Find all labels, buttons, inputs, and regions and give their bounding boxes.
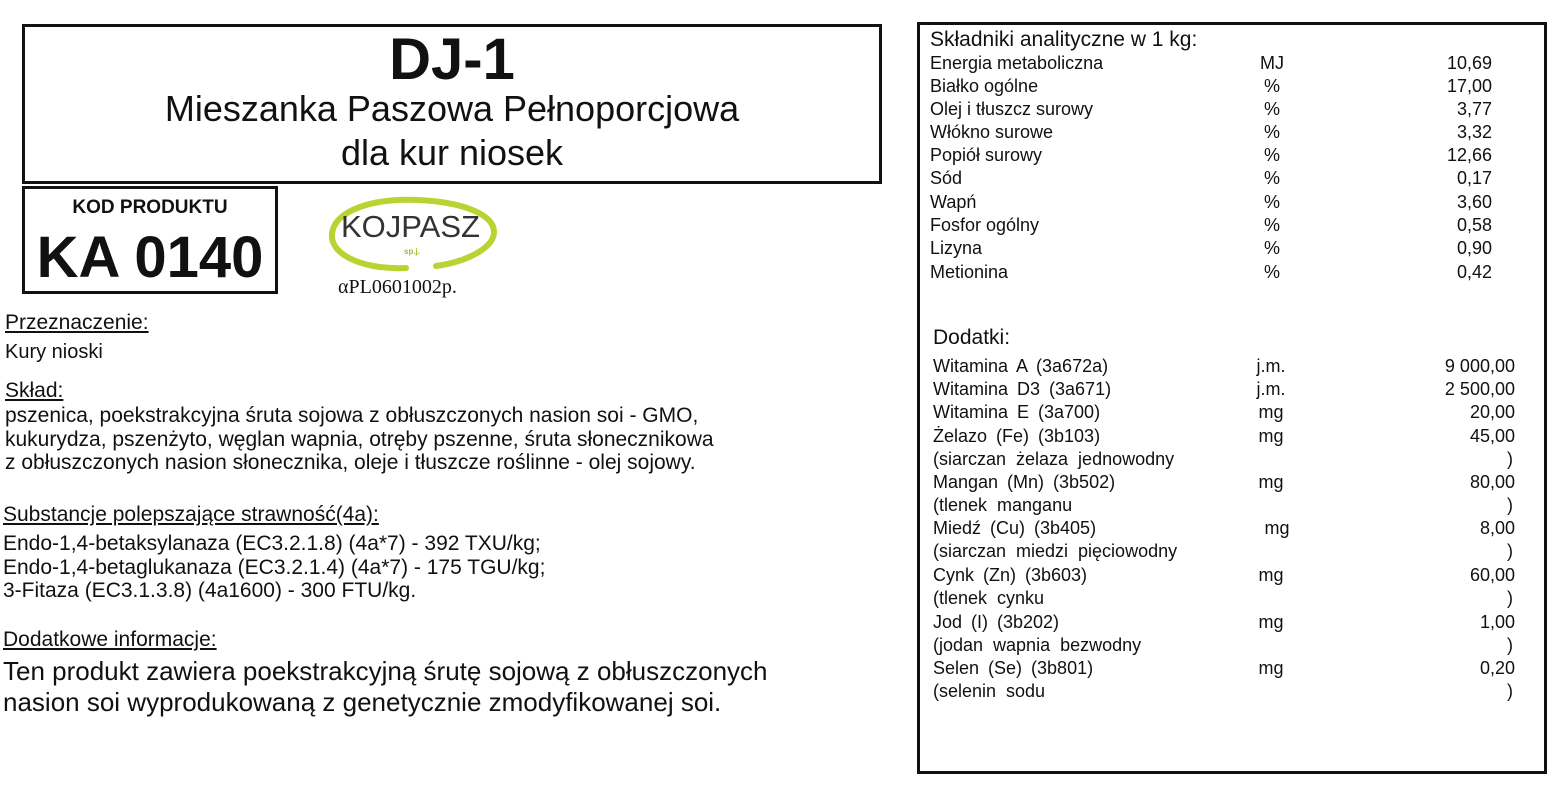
additive-name: Żelazo (Fe) (3b103): [933, 426, 1101, 446]
product-target-line: dla kur niosek: [340, 132, 564, 173]
additive-row: [933, 426, 1515, 469]
analytical-name: Białko ogólne: [930, 76, 1039, 96]
additive-row: [933, 472, 1515, 515]
additive-value: 0,20: [1479, 658, 1515, 678]
analytical-name: Sód: [930, 168, 963, 188]
analytical-row: [930, 99, 1500, 122]
logo-text: KOJPASZ: [341, 209, 480, 244]
additive-form-close: ): [1507, 449, 1513, 469]
substance-line: Endo-1,4-betaglukanaza (EC3.2.1.4) (4a*7) - 175 TGU/kg;: [3, 555, 546, 579]
substance-line: 3-Fitaza (EC3.1.3.8) (4a1600) - 300 FTU/kg.: [3, 579, 417, 602]
analytical-unit: %: [1263, 192, 1280, 212]
analytical-row: [930, 262, 1500, 285]
composition-line: pszenica, poekstrakcyjna śruta sojowa z obłuszczonych nasion soi - GMO,: [5, 404, 699, 427]
additive-value: 2 500,00: [1444, 379, 1515, 399]
analytical-name: Olej i tłuszcz surowy: [930, 99, 1094, 119]
additive-form: (tlenek manganu: [933, 495, 1073, 515]
additive-row: [933, 612, 1515, 655]
analytical-unit: MJ: [1260, 53, 1284, 73]
destination-text: Kury nioski: [5, 341, 103, 363]
additive-unit: mg: [1258, 472, 1284, 492]
additive-form: (jodan wapnia bezwodny: [933, 635, 1142, 655]
additive-value: 80,00: [1469, 472, 1515, 492]
additive-row: [933, 658, 1515, 701]
additive-value: 20,00: [1469, 402, 1515, 422]
additive-form-close: ): [1507, 635, 1513, 655]
analytical-row: [930, 145, 1500, 168]
analytical-value: 12,66: [1446, 145, 1492, 165]
substance-line: Endo-1,4-betaksylanaza (EC3.2.1.8) (4a*7) - 392 TXU/kg;: [3, 532, 541, 555]
product-title-box: [22, 24, 882, 184]
additive-value: 1,00: [1479, 612, 1515, 632]
additive-row: [933, 402, 1515, 425]
composition-line: z obłuszczonych nasion słonecznika, oleje i tłuszcze roślinne - olej sojowy.: [5, 451, 696, 474]
analytical-row: [930, 76, 1500, 99]
substances-heading: Substancje polepszające strawność(4a):: [3, 503, 379, 526]
additives-heading: Dodatki:: [933, 326, 1011, 349]
composition-text: [5, 404, 885, 475]
additive-form: (tlenek cynku: [933, 588, 1045, 608]
additive-value: 8,00: [1479, 518, 1515, 538]
additive-row: [933, 379, 1515, 402]
info-line: nasion soi wyprodukowaną z genetycznie zmodyfikowanej soi.: [3, 687, 722, 717]
additional-info-heading: Dodatkowe informacje:: [3, 628, 217, 651]
additive-form: (siarczan żelaza jednowodny: [933, 449, 1175, 469]
additive-unit: mg: [1258, 612, 1284, 632]
analytical-name: Fosfor ogólny: [930, 215, 1040, 235]
analytical-row: [930, 238, 1500, 261]
additive-row: [933, 356, 1515, 379]
analytical-unit: %: [1263, 238, 1280, 258]
additive-form: (selenin sodu: [933, 681, 1046, 701]
product-type-line: Mieszanka Paszowa Pełnoporcjowa: [164, 88, 740, 129]
analytical-name: Energia metaboliczna: [930, 53, 1104, 73]
analytical-value: 0,42: [1456, 262, 1492, 282]
additive-form-close: ): [1507, 495, 1513, 515]
substances-text: [3, 532, 883, 603]
analytical-value: 3,77: [1456, 99, 1492, 119]
additive-value: 9 000,00: [1444, 356, 1515, 376]
analytical-unit: %: [1263, 122, 1280, 142]
additive-name: Jod (I) (3b202): [933, 612, 1060, 632]
analytical-value: 3,60: [1456, 192, 1492, 212]
additive-unit: mg: [1264, 518, 1290, 538]
analytical-name: Wapń: [930, 192, 977, 212]
additive-unit: j.m.: [1256, 379, 1286, 399]
additive-form-close: ): [1507, 681, 1513, 701]
product-code-box: [22, 186, 278, 294]
product-code-label: KOD PRODUKTU: [72, 197, 228, 218]
analytical-value: 17,00: [1446, 76, 1492, 96]
additive-name: Selen (Se) (3b801): [933, 658, 1094, 678]
logo-subtext: sp.j.: [404, 247, 421, 256]
analytical-value: 0,58: [1456, 215, 1492, 235]
additive-unit: j.m.: [1256, 356, 1286, 376]
analytical-value: 10,69: [1446, 53, 1492, 73]
additive-unit: mg: [1258, 565, 1284, 585]
approval-number: αPL0601002p.: [338, 276, 457, 298]
analytical-unit: %: [1263, 262, 1280, 282]
additive-name: Cynk (Zn) (3b603): [933, 565, 1088, 585]
analytical-unit: %: [1263, 99, 1280, 119]
additive-unit: mg: [1258, 402, 1284, 422]
product-name: DJ-1: [389, 27, 515, 92]
additive-name: Witamina D3 (3a671): [933, 379, 1112, 399]
analytical-row: [930, 215, 1500, 238]
analytical-name: Metionina: [930, 262, 1009, 282]
composition-heading: Skład:: [5, 379, 64, 402]
analytical-unit: %: [1263, 76, 1280, 96]
destination-heading: Przeznaczenie:: [5, 311, 149, 334]
additive-name: Witamina E (3a700): [933, 402, 1101, 422]
analytical-row: [930, 192, 1500, 215]
additive-value: 60,00: [1469, 565, 1515, 585]
analytical-name: Włókno surowe: [930, 122, 1054, 142]
additive-value: 45,00: [1469, 426, 1515, 446]
analytical-unit: %: [1263, 145, 1280, 165]
analytical-row: [930, 168, 1500, 191]
analytical-name: Lizyna: [930, 238, 983, 258]
analytical-value: 3,32: [1456, 122, 1492, 142]
additive-row: [933, 518, 1515, 561]
additive-name: Mangan (Mn) (3b502): [933, 472, 1116, 492]
additive-unit: mg: [1258, 426, 1284, 446]
analytical-unit: %: [1263, 168, 1280, 188]
additive-form-close: ): [1507, 541, 1513, 561]
product-code-value: KA 0140: [36, 225, 264, 290]
analytical-value: 0,17: [1456, 168, 1492, 188]
analytical-row: [930, 53, 1500, 76]
analytical-name: Popiół surowy: [930, 145, 1043, 165]
additive-form: (siarczan miedzi pięciowodny: [933, 541, 1178, 561]
additive-row: [933, 565, 1515, 608]
analytical-unit: %: [1263, 215, 1280, 235]
additive-name: Witamina A (3a672a): [933, 356, 1109, 376]
analytical-heading: Składniki analityczne w 1 kg:: [930, 28, 1198, 51]
analytical-value: 0,90: [1456, 238, 1492, 258]
analytical-row: [930, 122, 1500, 145]
additive-name: Miedź (Cu) (3b405): [933, 518, 1097, 538]
info-line: Ten produkt zawiera poekstrakcyjną śrutę sojową z obłuszczonych: [3, 656, 768, 686]
composition-line: kukurydza, pszenżyto, węglan wapnia, otręby pszenne, śruta słonecznikowa: [5, 427, 714, 451]
additional-info-text: [3, 656, 903, 718]
additive-unit: mg: [1258, 658, 1284, 678]
additive-form-close: ): [1507, 588, 1513, 608]
company-logo: [326, 192, 502, 276]
